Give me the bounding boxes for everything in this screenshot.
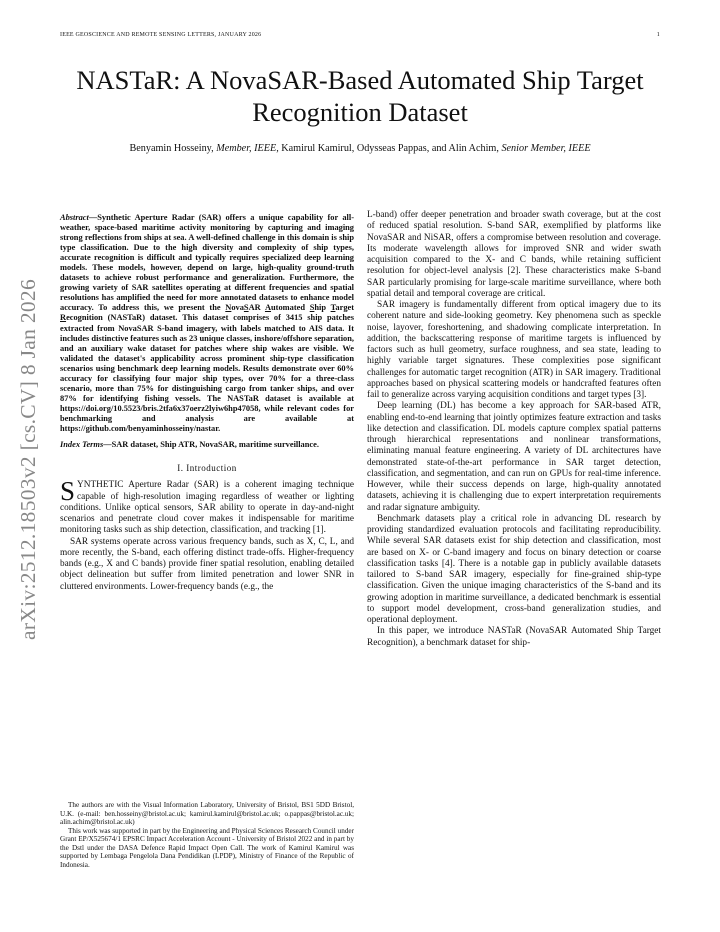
author-name: Benyamin Hosseiny, <box>129 143 217 154</box>
index-terms-label: Index Terms <box>60 440 104 450</box>
left-column <box>60 213 354 593</box>
paragraph-text: YNTHETIC Aperture Radar (SAR) is a coherent imaging technique capable of high-resolution imaging regardless of weather or lighting conditions. Unlike optical sensors, SAR ability to operate in day-and-night scenarios and penetrate cloud cover makes it indispensable for maritime monitoring tasks such as ship detection, classification, and tracking [1]. <box>60 480 354 536</box>
paragraph: SAR imagery is fundamentally different from optical imagery due to its coherent nature and side-looking geometry. Key phenomena such as speckle noise, layover, foreshortening, and shadowing complicate interpretation. In addition, the backscattering response of maritime targets is influenced by factors such as hull geometry, surface roughness, and sea state, leading to highly variable target signatures. These complexities pose significant challenges for automatic target recognition (ATR) in SAR imagery. Traditional approaches based on physical scattering models or handcrafted features often fail to generalize across varying acquisition conditions and target types [3]. <box>367 300 661 400</box>
section-heading: I. Introduction <box>177 463 237 474</box>
abstract-text: ecognition (NASTaR) dataset. This dataset comprises of 3415 ship patches extracted from NovaSAR S-band imagery, with labels matched to AIS data. It includes distinctive features such as 23 unique classes, inshore/offshore separation, and an auxiliary wake dataset for patches where ship wakes are visible. We validated the dataset's applicability across prominent ship-type classification scenarios using benchmark deep learning models. Results demonstrate over 60% accuracy for classifying four major ship types, over 70% for a three-class scenario, more than 75% for distinguishing cargo from tanker ships, and over 87% for identifying fishing vessels. The NASTaR dataset is available at https://doi.org/10.5523/bris.2tfa6x37oerz2lyiw6hp47058, while relevant codes for benchmarking and analysis are available at https://github.com/benyaminhosseiny/nastar. <box>60 313 354 433</box>
paragraph: Benchmark datasets play a critical role in advancing DL research by providing standardized evaluation protocols and facilitating reproducibility. While several SAR datasets exist for ship detection and classification, most are based on X- or C-band imagery and focus on binary detection or coarse classification tasks [4]. There is a notable gap in publicly available datasets tailored to S-band SAR imagery, especially for fine-grained ship-type classification. Given the unique imaging characteristics of the S-band and its growing adoption in maritime surveillance, a dedicated benchmark is essential to support model development, cross-band generalization studies, and operational deployment. <box>367 513 661 625</box>
abstract-text: AR <box>248 303 265 313</box>
page-number: 1 <box>656 32 660 38</box>
running-header <box>60 32 660 38</box>
paragraph: In this paper, we introduce NASTaR (NovaSAR Automated Ship Target Recognition), a benchmark dataset for ship- <box>367 626 661 648</box>
paragraph: L-band) offer deeper penetration and broader swath coverage, but at the cost of reduced spatial resolution. S-band SAR, exemplified by platforms like NovaSAR and NiSAR, offers a compromise between resolution and coverage. Its moderate wavelength allows for improved SNR and wider swath acquisition compared to the X- and C bands, while retaining sufficient resolution for object-level analysis [2]. These characteristics make S-band SAR particularly promising for large-scale maritime surveillance, where both spatial detail and temporal coverage are critical. <box>367 210 661 299</box>
arxiv-stamp: arXiv:2512.18503v2 [cs.CV] 8 Jan 2026 <box>16 278 40 640</box>
acronym-letter: R <box>60 313 67 323</box>
acronym-letter: N <box>225 303 232 313</box>
abstract-text: ova <box>231 303 244 313</box>
acronym-letter: S <box>243 303 249 313</box>
footnotes <box>60 801 354 869</box>
index-terms-text: —SAR dataset, Ship ATR, NovaSAR, maritime surveillance. <box>103 440 319 450</box>
paragraph: SAR systems operate across various frequency bands, such as X, C, L, and more recently, the S-band, each offering distinct trade-offs. Higher-frequency bands (e.g., X and C bands) provide finer spatial resolution, enabling detailed object delineation but suffer from limited penetration and lower SNR in cluttered environments. Lower-frequency bands (e.g., the <box>60 536 354 592</box>
paragraph: Deep learning (DL) has become a key approach for SAR-based ATR, enabling end-to-end learning that jointly optimizes feature extraction and tasks like detection and classification. DL models capture complex spatial patterns through hierarchical representations and nonlinear transformations, eliminating manual feature engineering. A variety of DL architectures have demonstrated state-of-the-art performance in SAR target detection, classification, and segmentation, and can run on GPUs for real-time inference. However, while their success depends on large, high-quality annotated datasets, achieving it is challenging due to expert interpretation requirements and radar signature ambiguity. <box>367 401 661 513</box>
abstract-text: utomated <box>271 303 310 313</box>
author-role: Senior Member, IEEE <box>501 143 591 154</box>
footnote-affiliation: The authors are with the Visual Information Laboratory, University of Bristol, BS1 5DD Bristol, U.K. (e-mail: ben.hosseiny@bristol.ac.uk; kamirul.kamirul@bristol.ac.uk; o.pappas@bristol.ac.uk; alin.achim@bristol.ac.uk) <box>60 801 354 826</box>
acronym-letter: A <box>264 303 272 313</box>
abstract-label: Abstract <box>60 213 89 222</box>
acronym-letter: S <box>309 303 315 313</box>
author-role: Member, IEEE, <box>216 143 279 154</box>
author-name: Kamirul Kamirul, Odysseas Pappas, and Alin Achim, <box>278 143 502 154</box>
acronym-letter: T <box>330 303 336 313</box>
footnote-funding: This work was supported in part by the Engineering and Physical Sciences Research Council under Grant EP/X525674/1 EPSRC Impact Acceleration Account - University of Bristol 2022 and in part by the Dstl under the DASA Defence Rapid Impact Open Call. The work of Kamirul Kamirul was supported by Lembaga Pengelola Dana Pendidikan (LPDP), Ministry of Finance of the Republic of Indonesia. <box>60 826 354 869</box>
abstract-text: —Synthetic Aperture Radar (SAR) offers a unique capability for all-weather, space-based maritime activity monitoring by capturing and imaging strong reflections from ships at sea. A well-defined challenge in this domain is ship type classification. Due to the high diversity and complexity of ship types, accurate recognition is difficult and typically requires specialized deep learning models. These models, however, depend on large, high-quality ground-truth datasets to achieve robust performance and generalization. Furthermore, the growing variety of SAR satellites operating at different frequencies and spatial resolutions has amplified the need for more annotated datasets to enhance model accuracy. To address this, we present the <box>60 213 354 313</box>
abstract <box>60 213 354 434</box>
abstract-text: hip <box>314 303 331 313</box>
abstract-text: arget <box>335 303 355 313</box>
index-terms <box>60 440 354 450</box>
paragraph <box>60 476 354 536</box>
journal-name: IEEE GEOSCIENCE AND REMOTE SENSING LETTERS, JANUARY 2026 <box>60 32 262 38</box>
author-line <box>50 143 670 154</box>
drop-cap: S <box>60 476 76 507</box>
right-column <box>367 210 661 649</box>
paper-title: NASTaR: A NovaSAR-Based Automated Ship Target Recognition Dataset <box>76 65 644 127</box>
